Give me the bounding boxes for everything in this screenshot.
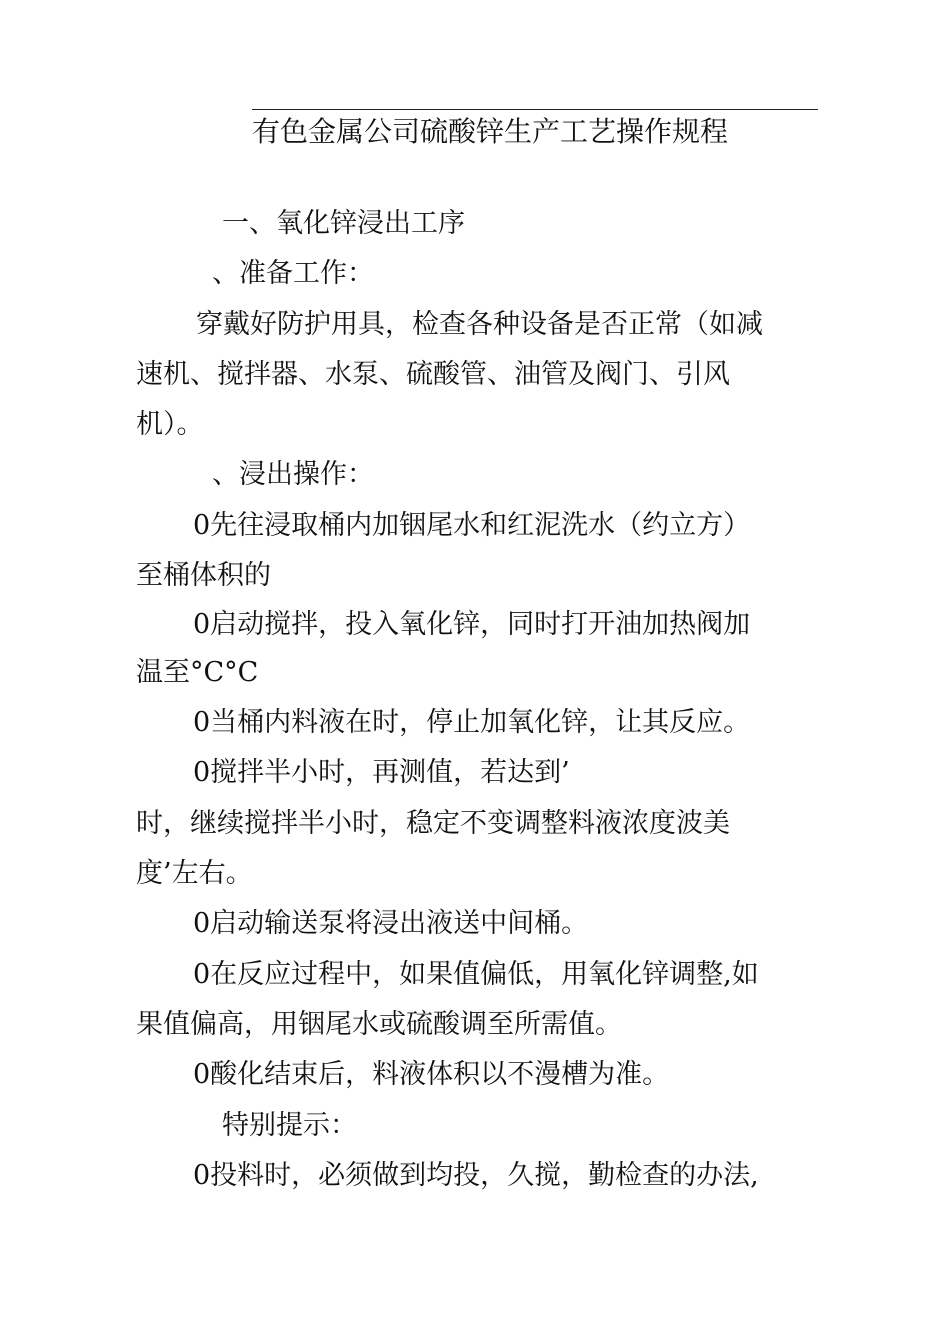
subheading-preparation: 、准备工作： xyxy=(212,258,374,289)
header-rule xyxy=(252,109,818,110)
paragraph-line: 果值偏高，用铟尾水或硫酸调至所需值。 xyxy=(136,1009,622,1040)
subheading-leaching-operation: 、浸出操作： xyxy=(212,459,374,490)
subheading-special-notice: 特别提示： xyxy=(222,1110,357,1141)
paragraph-line: 0投料时，必须做到均投，久搅，勤检查的办法, xyxy=(193,1160,759,1191)
paragraph-line: 0酸化结束后，料液体积以不漫槽为准。 xyxy=(193,1059,670,1090)
paragraph-line: 温至°C°C xyxy=(136,657,259,688)
section-heading-zinc-oxide-leaching: 一、氧化锌浸出工序 xyxy=(222,208,465,239)
paragraph-line: 穿戴好防护用具，检查各种设备是否正常（如减 xyxy=(196,309,763,340)
paragraph-line: 速机、搅拌器、水泵、硫酸管、油管及阀门、引风 xyxy=(136,359,730,390)
paragraph-line: 0先往浸取桶内加铟尾水和红泥洗水（约立方） xyxy=(193,510,751,541)
paragraph-line: 0启动输送泵将浸出液送中间桶。 xyxy=(193,908,589,939)
paragraph-line: 机）。 xyxy=(136,409,204,440)
document-title: 有色金属公司硫酸锌生产工艺操作规程 xyxy=(252,115,729,148)
paragraph-line: 0搅拌半小时，再测值，若达到’ xyxy=(193,757,570,788)
paragraph-line: 0当桶内料液在时，停止加氧化锌，让其反应。 xyxy=(193,707,751,738)
paragraph-line: 时，继续搅拌半小时，稳定不变调整料液浓度波美 xyxy=(136,808,730,839)
paragraph-line: 0在反应过程中，如果值偏低，用氧化锌调整,如 xyxy=(193,959,759,990)
paragraph-line: 度’左右。 xyxy=(136,858,253,889)
paragraph-line: 0启动搅拌，投入氧化锌，同时打开油加热阀加 xyxy=(193,609,751,640)
paragraph-line: 至桶体积的 xyxy=(136,560,271,591)
